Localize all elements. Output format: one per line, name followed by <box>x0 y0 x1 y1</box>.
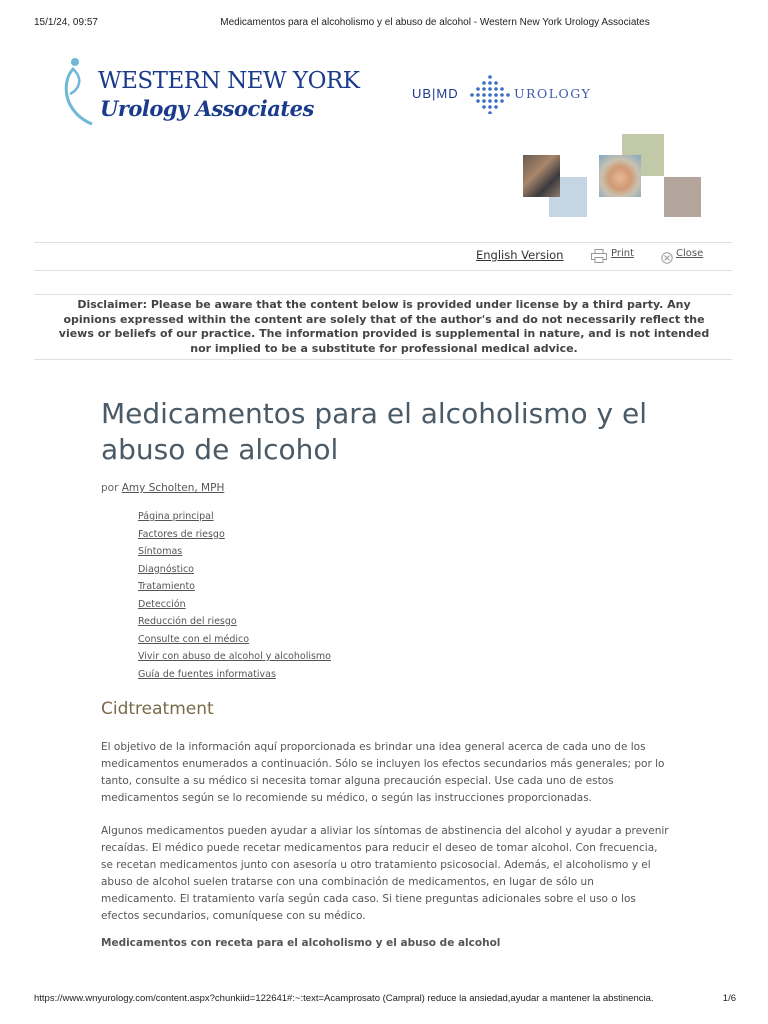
toc-item <box>138 578 671 596</box>
toc-link-risk-factors[interactable]: Factores de riesgo <box>138 528 225 540</box>
toc-item <box>138 666 671 684</box>
toc-link-talk-to-doctor[interactable]: Consulte con el médico <box>138 633 250 645</box>
disclaimer-divider-bottom <box>34 359 732 360</box>
page-title: Medicamentos para el alcoholismo y el abuso de alcohol <box>101 397 648 466</box>
ubmd-urology-logo[interactable] <box>412 72 612 112</box>
toc-item <box>138 596 671 614</box>
wny-urology-logo[interactable] <box>62 56 360 128</box>
toc-item <box>138 543 671 561</box>
section-title: Cidtreatment <box>101 699 214 719</box>
nav-divider-top <box>34 242 732 243</box>
print-datetime: 15/1/24, 09:57 <box>34 17 98 28</box>
disclaimer-text: Disclaimer: Please be aware that the content below is provided under license by a third party. Any opinions expressed within the content are solely that of the author's and do not necessarily reflect the views or beliefs of our practice. The information provided is supplemental in nature, and is not intended nor implied to be a substitute for professional medical advice. <box>58 298 710 355</box>
toc-item <box>138 613 671 631</box>
toc-link-resource-guide[interactable]: Guía de fuentes informativas <box>138 668 276 680</box>
toc-link-home[interactable]: Página principal <box>138 511 214 522</box>
decor-square-taupe <box>664 177 701 217</box>
article <box>101 396 671 949</box>
close-icon[interactable] <box>661 249 673 268</box>
logo-line1: WESTERN NEW YORK <box>98 68 360 94</box>
toc-link-symptoms[interactable]: Síntomas <box>138 546 183 557</box>
toc-item <box>138 631 671 649</box>
print-page-title: Medicamentos para el alcoholismo y el abuso de alcohol - Western New York Urology Associates <box>220 17 650 28</box>
dot-grid-icon <box>470 74 510 114</box>
nav-divider-bottom <box>34 270 732 271</box>
toc-item <box>138 526 671 544</box>
close-link[interactable]: Close <box>676 248 704 259</box>
disclaimer-divider-top <box>34 294 732 295</box>
english-version-link[interactable]: English Version <box>476 248 564 262</box>
toc-item <box>138 508 671 526</box>
toc-item <box>138 648 671 666</box>
print-link[interactable]: Print <box>611 248 635 259</box>
body-paragraph: Algunos medicamentos pueden ayudar a aliviar los síntomas de abstinencia del alcohol y ayudar a prevenir recaídas. El médico puede recetar medicamentos para reducir el deseo de tomar alcohol. Con frecuencia, se recetan medicamentos junto con asesoría u otro tratamiento psicosocial. Además, el alcoholismo y el abuso de alcohol suelen tratarse con una combinación de medicamentos, en lugar de sólo un medicamento. El tratamiento varía según cada caso. Si tiene preguntas adicionales sobre el uso o los efectos secundarios, comuníquese con su médico. <box>101 825 669 922</box>
couple-photo <box>523 155 560 197</box>
intro-paragraph: El objetivo de la información aquí proporcionada es brindar una idea general acerca de cada uno de los medicamentos enumerados a continuación. Sólo se incluyen los efectos secundarios más generales; por lo tanto, consulte a su médico si necesita tomar alguna precaución especial. Use cada uno de estos medicamentos según se lo recomiende su médico, o según las instrucciones proporcionadas. <box>101 741 665 804</box>
smiling-woman-photo <box>599 155 641 197</box>
toc-link-screening[interactable]: Detección <box>138 598 186 610</box>
toc-link-treatment[interactable]: Tratamiento <box>138 581 195 592</box>
logo-line2: Urology Associates <box>100 96 314 121</box>
printer-icon[interactable] <box>591 248 607 267</box>
subheading: Medicamentos con receta para el alcoholismo y el abuso de alcohol <box>101 937 501 949</box>
table-of-contents <box>138 508 671 683</box>
byline <box>101 482 671 494</box>
ubmd-text: UB|MD <box>412 86 459 101</box>
print-page-number: 1/6 <box>722 993 736 1004</box>
urology-text: UROLOGY <box>514 86 592 101</box>
toc-link-living-with[interactable]: Vivir con abuso de alcohol y alcoholismo <box>138 651 331 662</box>
toc-link-diagnosis[interactable]: Diagnóstico <box>138 563 194 575</box>
toc-link-risk-reduction[interactable]: Reducción del riesgo <box>138 616 237 627</box>
author-link[interactable]: Amy Scholten, MPH <box>121 482 225 494</box>
print-url: https://www.wnyurology.com/content.aspx?chunkiid=122641#:~:text=Acamprosato (Campral) reduce la ansiedad,ayudar a mantener la abstinencia. <box>34 993 654 1004</box>
toc-item <box>138 561 671 579</box>
figure-logo-icon <box>62 56 102 128</box>
byline-prefix: por <box>101 482 119 494</box>
